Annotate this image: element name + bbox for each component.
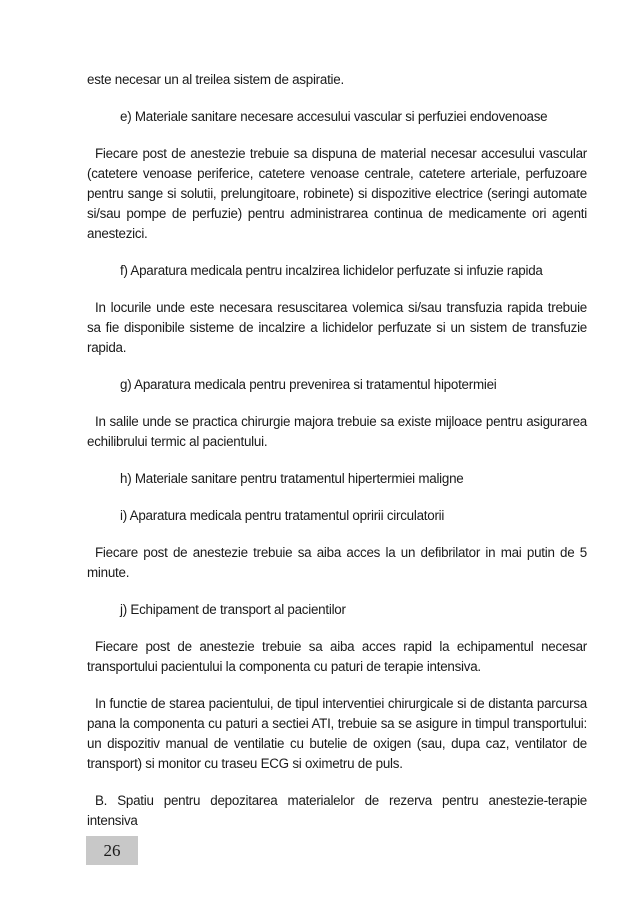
paragraph-defibrillator: Fiecare post de anestezie trebuie sa aiba acces la un defibrilator in mai putin de 5 minute. (87, 545, 587, 580)
paragraph-vascular-access: Fiecare post de anestezie trebuie sa dispuna de material necesar accesului vascular (catetere venoase periferice, catetere venoase centrale, catetere arteriale, perfuzoare pentru sange si solutii, prelungitoare, robinete) si dispozitive electrice (seringi automate si/sau pompe de perfuzie) pentru administrarea continua de medicamente ori agenti anestezici. (87, 146, 587, 241)
paragraph-transport-access: Fiecare post de anestezie trebuie sa aiba acces rapid la echipamentul necesar transportului pacientului la componenta cu paturi de terapie intensiva. (87, 639, 587, 674)
page-content (87, 70, 587, 847)
paragraph-transport-equipment: In functie de starea pacientului, de tipul interventiei chirurgicale si de distanta parcursa pana la componenta cu paturi a sectiei ATI, trebuie sa se asigure in timpul transportului: un dispozitiv manual de ventilatie cu butelie de oxigen (sau, dupa caz, ventilator de transport) si monitor cu traseu ECG si oximetru de puls. (87, 696, 587, 771)
paragraph-fluid-warming: In locurile unde este necesara resuscitarea volemica si/sau transfuzia rapida trebuie sa fie disponibile sisteme de incalzire a lichidelor perfuzate si un sistem de transfuzie rapida. (87, 300, 587, 355)
subheading-i: i) Aparatura medicala pentru tratamentul opririi circulatorii (120, 508, 445, 523)
subheading-f: f) Aparatura medicala pentru incalzirea lichidelor perfuzate si infuzie rapida (120, 263, 543, 278)
subheading-g: g) Aparatura medicala pentru prevenirea si tratamentul hipotermiei (120, 377, 497, 392)
page-number: 26 (86, 836, 138, 865)
subheading-h: h) Materiale sanitare pentru tratamentul hipertermiei maligne (120, 471, 464, 486)
subheading-j: j) Echipament de transport al pacientilor (120, 602, 346, 617)
subheading-e: e) Materiale sanitare necesare accesului vascular si perfuziei endovenoase (120, 109, 548, 124)
paragraph-continuation: este necesar un al treilea sistem de aspiratie. (87, 72, 344, 87)
section-heading-b: B. Spatiu pentru depozitarea materialelor de rezerva pentru anestezie-terapie intensiva (87, 793, 587, 828)
paragraph-thermal-balance: In salile unde se practica chirurgie majora trebuie sa existe mijloace pentru asigurarea echilibrului termic al pacientului. (87, 414, 587, 449)
